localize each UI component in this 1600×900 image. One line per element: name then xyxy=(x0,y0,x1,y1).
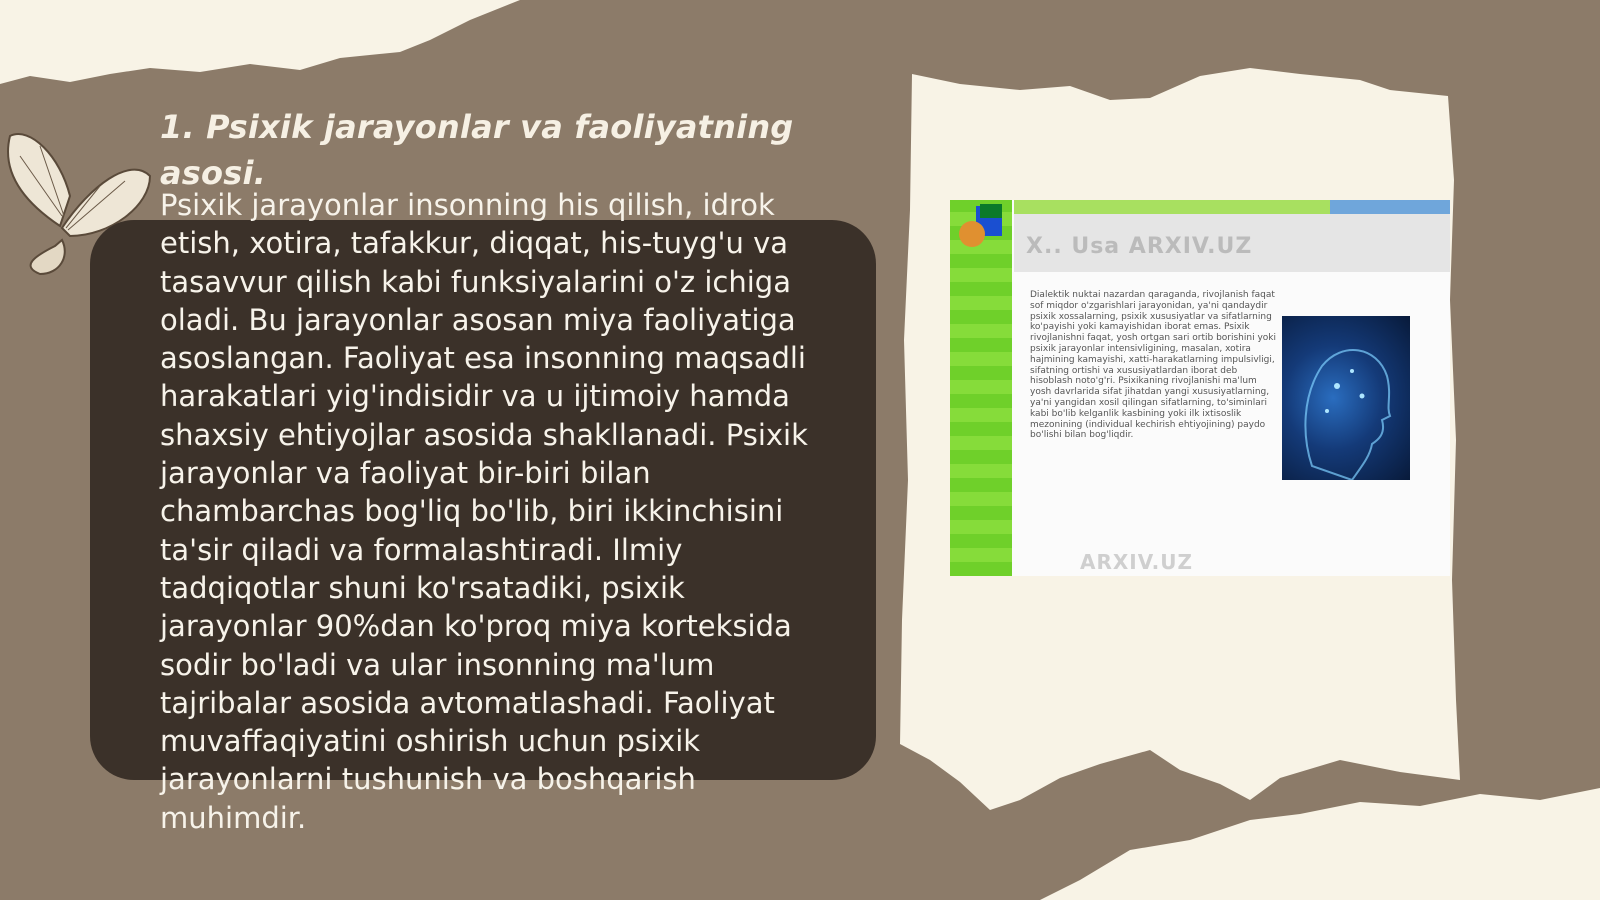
brain-head-image xyxy=(1282,316,1410,480)
doc-top-bar xyxy=(1014,200,1450,214)
slide-title: 1. Psixik jarayonlar va faoliyatning asosi. xyxy=(160,108,794,192)
slide-body-text: Psixik jarayonlar insonning his qilish, idrok etish, xotira, tafakkur, diqqat, his-tuyg'u va tasavvur qilish kabi funksiyalarini o'z ichiga oladi. Bu jarayonlar asosan miya faoliyatiga asoslangan. Faoliyat esa insonning maqsadli harakatlari yig'indisidir va u ijtimoiy hamda shaxsiy ehtiyojlar asosida shakllanadi. Psixik jarayonlar va faoliyat bir-biri bilan chambarchas bog'liq bo'lib, biri ikkinchisini ta'sir qiladi va formalashtiradi. Ilmiy tadqiqotlar shuni ko'rsatadiki, psixik jarayonlar 90%dan ko'proq miya korteksida sodir bo'ladi va ular insonning ma'lum tajribalar asosida avtomatlashadi. Faoliyat muvaffaqiyatini oshirish uchun psixik jarayonlarni tushunish va boshqarish muhimdir. xyxy=(160,188,808,835)
doc-watermark: ARXIV.UZ xyxy=(1080,550,1193,574)
doc-header-text: X.. Usa ARXIV.UZ xyxy=(1026,234,1253,259)
cube-logo-icon xyxy=(956,202,1008,248)
document-image xyxy=(950,200,1450,576)
torn-paper-bottom-right xyxy=(1040,780,1600,900)
doc-bullet-text: Dialektik nuktai nazardan qaraganda, rivojlanish faqat sof miqdor o'zgarishlari jarayonidan, ya'ni qandaydir psixik xossalarning, psixik xususiyatlar va sifatlarning ko'payishi yoki kamayishidan iborat emas. Psixik rivojlanishni faqat, yosh ortgan sari ortib borishini yoki psixik jarayonlar intensivligining, masalan, xotira hajmining kamayishi, xatti-harakatlarning impulsivligi, sifatning ortishi va xususiyatlardan iborat deb hisoblash noto'g'ri. Psixikaning rivojlanishi ma'lum yosh davrlarida sifat jihatdan yangi xususiyatlarning, ya'ni yangidan xosil qilingan sifatlarning, to'siminlari kabi bo'lib kelganlik kasbining yoki ilk ixtisoslik mezonining (individual kechirish ehtiyojining) paydo bo'lishi bilan bog'liqdir. xyxy=(1030,290,1276,441)
doc-header xyxy=(1014,214,1450,272)
torn-paper-top-left xyxy=(0,0,560,110)
doc-green-sidebar xyxy=(950,200,1012,576)
head-silhouette-icon xyxy=(1282,316,1410,480)
